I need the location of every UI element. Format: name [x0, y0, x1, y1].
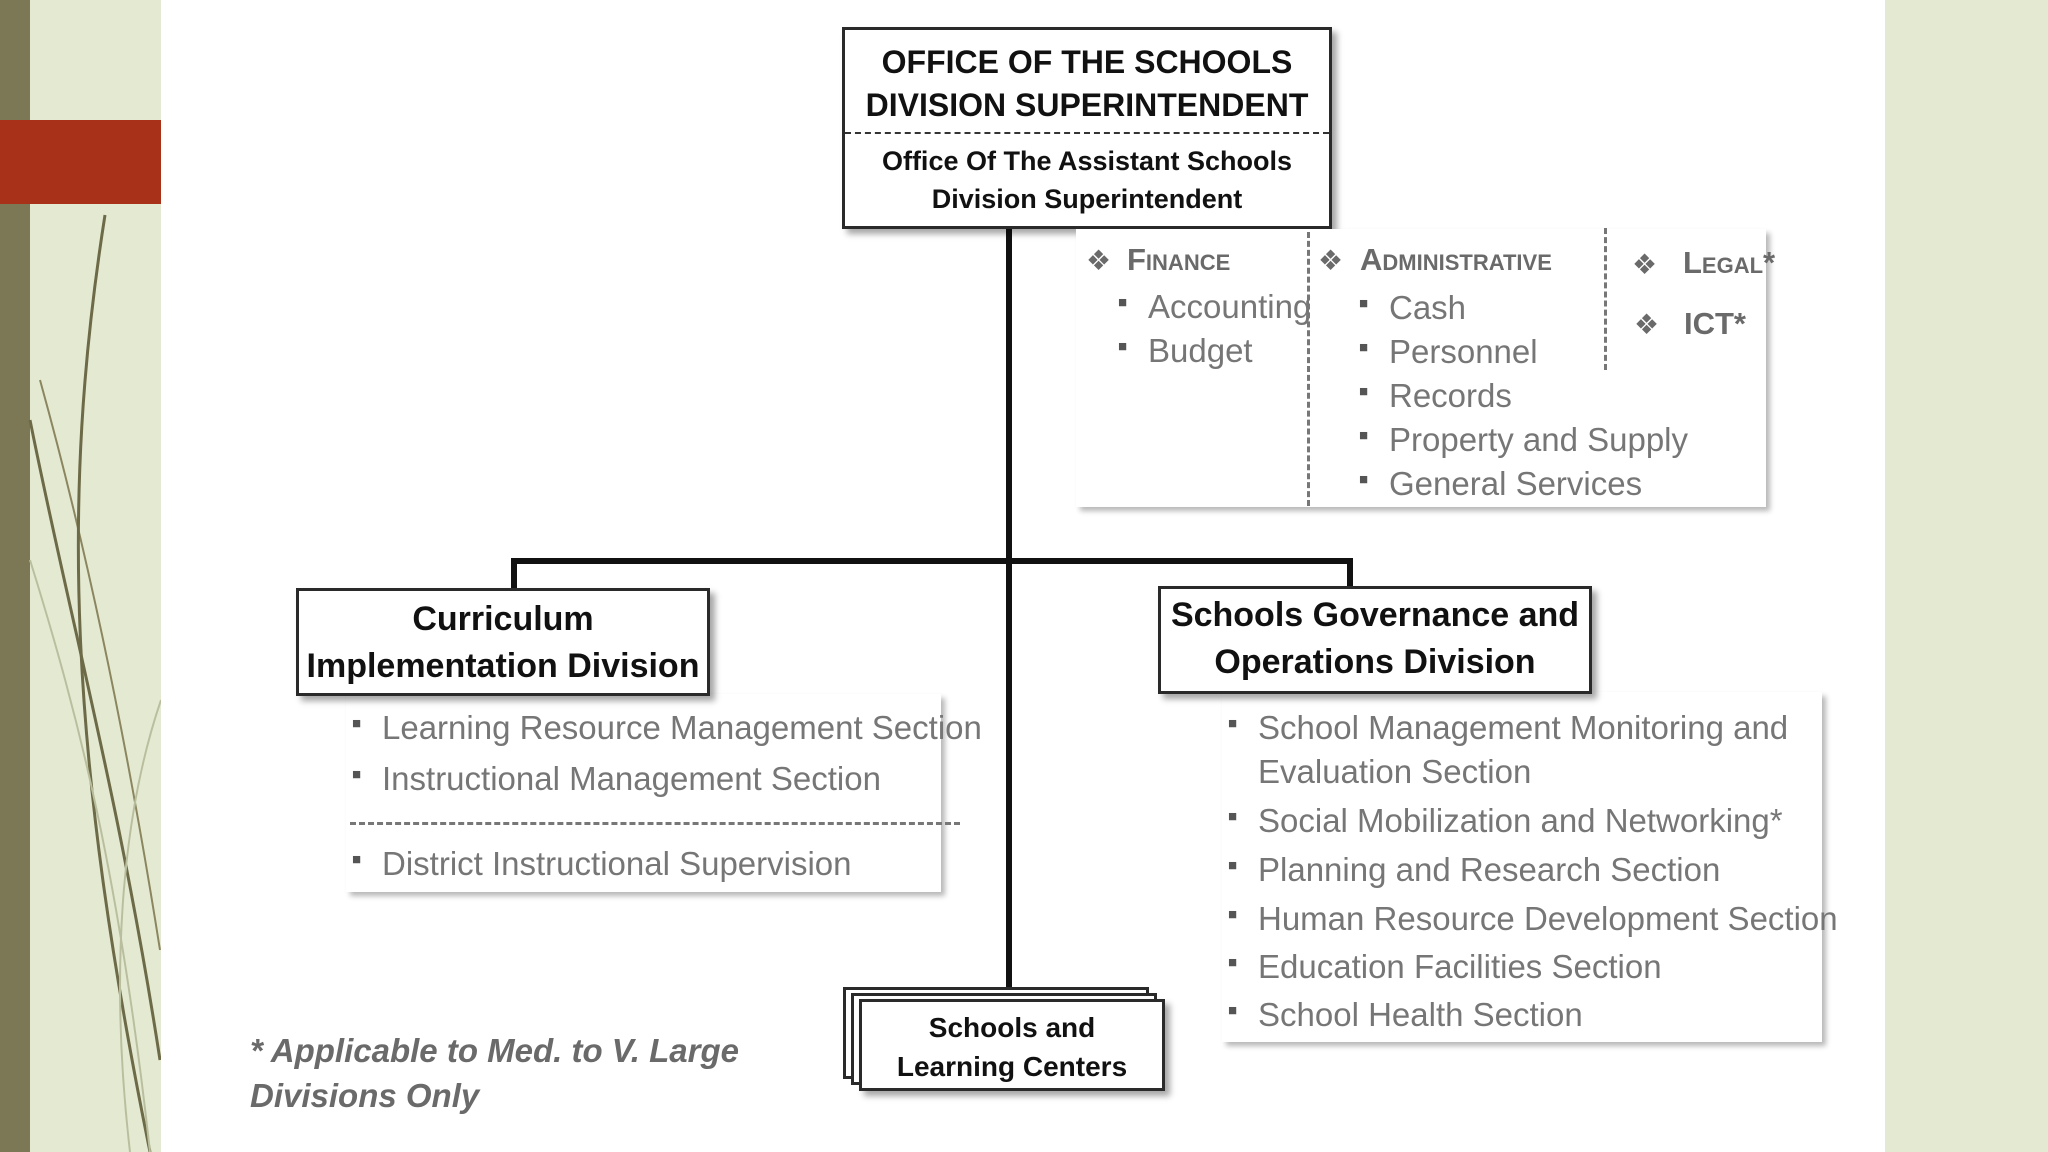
sgod-section-item: ■ School Management Monitoring and — [1258, 707, 1788, 748]
connector-horizontal — [511, 558, 1353, 564]
administrative-label: Administrative — [1360, 242, 1552, 277]
district-supervision-item: ■ District Instructional Supervision — [382, 843, 852, 884]
footnote: * Applicable to Med. to V. Large Divisions Only — [250, 1032, 739, 1115]
schools-box — [859, 999, 1165, 1091]
diamond-bullet-icon: ❖ — [1086, 245, 1112, 276]
connector-trunk — [1006, 228, 1012, 988]
sgod-section-item: ■ Education Facilities Section — [1258, 946, 1662, 987]
sgod-title: Schools Governance and — [1170, 596, 1580, 634]
finance-item: ■ Accounting — [1148, 286, 1311, 327]
finance-label: Finance — [1127, 242, 1231, 277]
connector-right-drop — [1347, 558, 1353, 588]
administrative-item: ■ Personnel — [1389, 331, 1538, 372]
ict-label: ICT* — [1684, 306, 1746, 341]
cid-divider — [350, 822, 960, 825]
superintendent-title: OFFICE OF THE SCHOOLS DIVISION SUPERINTENDENT — [865, 44, 1309, 123]
legal-label: Legal* — [1683, 245, 1776, 280]
schools-title: Schools and — [928, 1012, 1096, 1043]
schools-title-line2: Learning Centers — [896, 1051, 1128, 1082]
sgod-section-item: ■ School Health Section — [1258, 994, 1583, 1035]
sgod-title-line2: Operations Division — [1214, 643, 1536, 681]
finance-admin-divider — [1307, 232, 1310, 506]
sgod-section-item: ■ Social Mobilization and Networking* — [1258, 800, 1783, 841]
administrative-item: ■ Records — [1389, 375, 1512, 416]
superintendent-office-box — [842, 27, 1332, 229]
grass-decoration-icon — [0, 0, 161, 1152]
administrative-item: ■ General Services — [1389, 463, 1642, 504]
finance-item: ■ Budget — [1148, 330, 1253, 371]
cid-section-item: ■ Learning Resource Management Section — [382, 707, 982, 748]
connector-left-drop — [511, 558, 517, 590]
sgod-section-item-continued: Evaluation Section — [1258, 753, 1532, 790]
admin-legal-divider — [1604, 228, 1607, 370]
sgod-box — [1158, 586, 1592, 694]
diamond-bullet-icon: ❖ — [1318, 245, 1344, 276]
sgod-section-item: ■ Planning and Research Section — [1258, 849, 1720, 890]
slide-right-background — [1885, 0, 2048, 1152]
sgod-section-item: ■ Human Resource Development Section — [1258, 898, 1838, 939]
diamond-bullet-icon: ❖ — [1634, 309, 1660, 340]
cid-title-line2: Implementation Division — [306, 647, 700, 685]
cid-title: Curriculum — [412, 600, 594, 638]
administrative-item: ■ Cash — [1389, 287, 1466, 328]
cid-box — [296, 588, 710, 696]
assistant-superintendent-title: Office Of The Assistant Schools Division Superintendent — [881, 146, 1293, 214]
diamond-bullet-icon: ❖ — [1632, 249, 1658, 280]
administrative-item: ■ Property and Supply — [1389, 419, 1688, 460]
cid-section-item: ■ Instructional Management Section — [382, 758, 881, 799]
